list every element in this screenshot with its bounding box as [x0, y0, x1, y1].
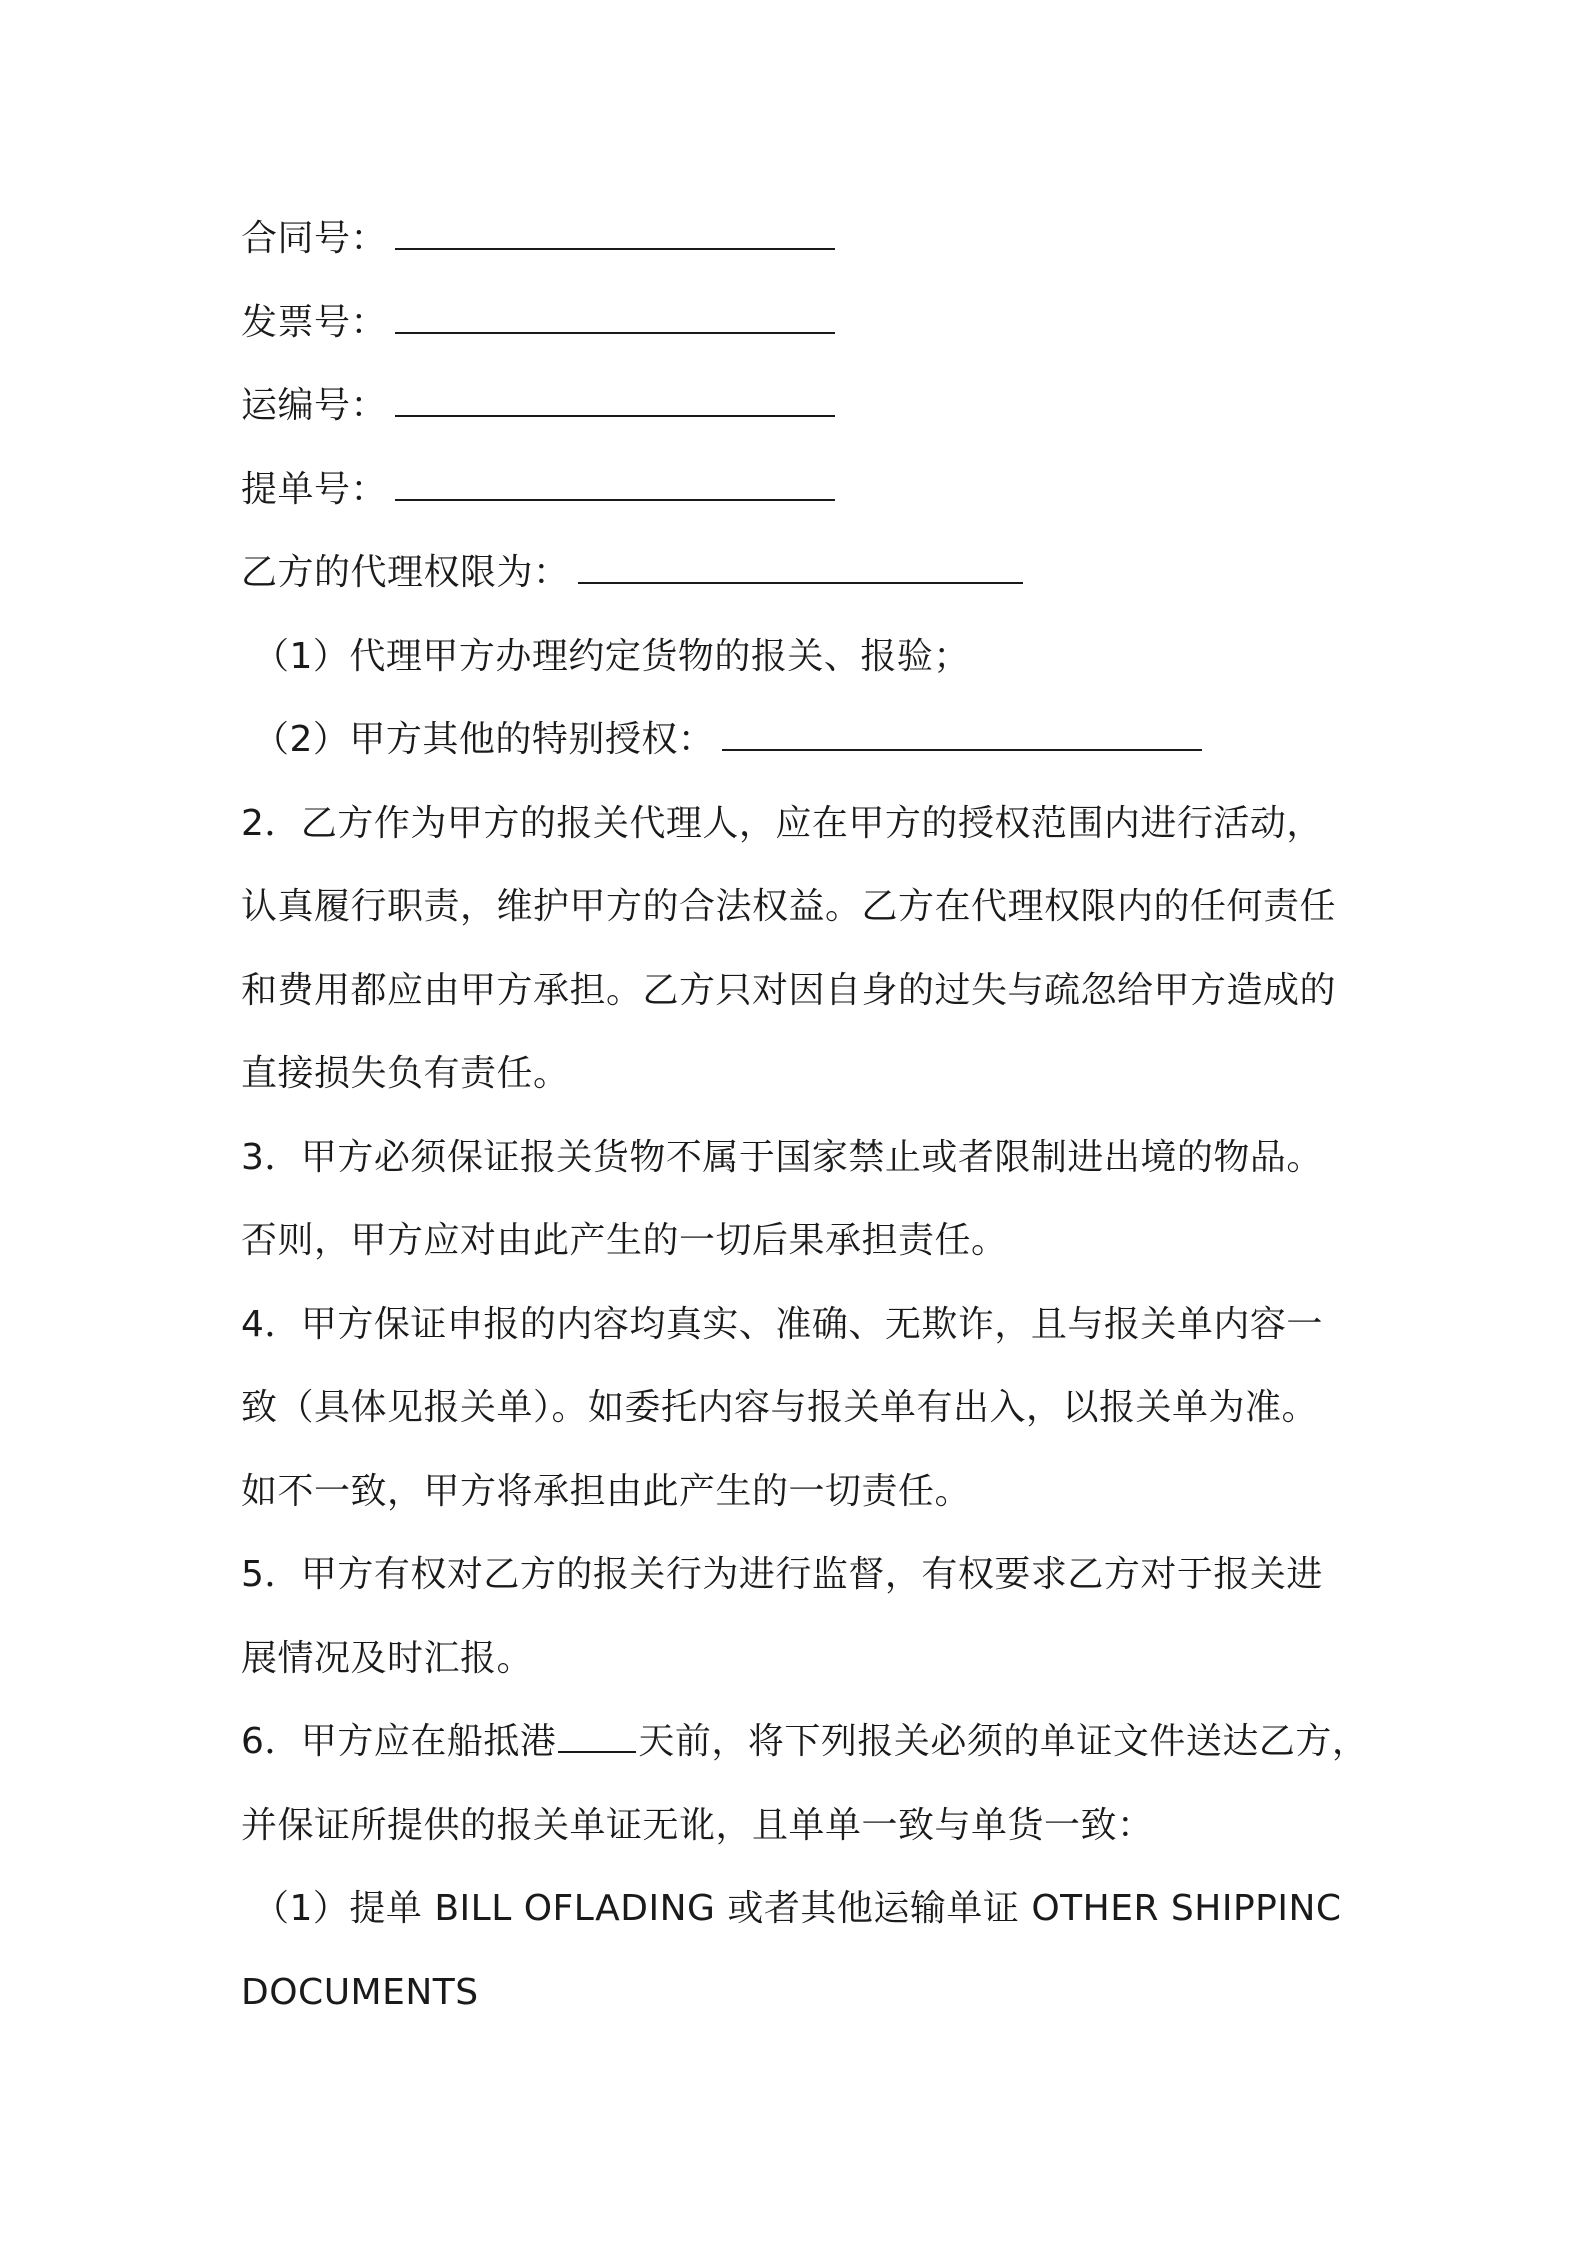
authority-item-1 — [241, 615, 1361, 699]
clause-6-text-1a: 6．甲方应在船抵港 — [241, 1721, 557, 1762]
bill-no-blank — [395, 469, 835, 501]
clause-4-text-3: 如不一致，甲方将承担由此产生的一切责任。 — [241, 1470, 972, 1512]
clause-3-line-2 — [241, 1199, 1361, 1283]
shipping-no-label: 运编号： — [241, 385, 388, 426]
clause-4-text-1: 4．甲方保证申报的内容均真实、准确、无欺诈，且与报关单内容一 — [241, 1303, 1323, 1345]
clause-4-line-2 — [241, 1366, 1361, 1450]
clause-6-item-1-cont — [241, 1951, 1361, 2035]
invoice-no-row — [241, 281, 1361, 365]
clause-6-item-1-cont-text: DOCUMENTS — [241, 1971, 479, 2013]
clause-2-text-4: 直接损失负有责任。 — [241, 1053, 570, 1094]
clause-6-text-2: 并保证所提供的报关单证无讹，且单单一致与单货一致： — [241, 1804, 1154, 1846]
clause-2-text-2: 认真履行职责，维护甲方的合法权益。乙方在代理权限内的任何责任 — [241, 886, 1337, 927]
bill-no-row — [241, 448, 1361, 532]
authority-item-2 — [241, 698, 1361, 782]
document-body — [241, 197, 1369, 2034]
clause-2-line-2 — [241, 865, 1361, 949]
clause-6-text-1b: 天前，将下列报关必须的单证文件送达乙方， — [638, 1721, 1369, 1762]
clause-6-line-2 — [241, 1784, 1361, 1868]
authority-item-2-text: （2）甲方其他的特别授权： — [253, 719, 715, 760]
clause-5-text-1: 5．甲方有权对乙方的报关行为进行监督，有权要求乙方对于报关进 — [241, 1554, 1323, 1595]
clause-5-text-2: 展情况及时汇报。 — [241, 1637, 534, 1679]
contract-no-row — [241, 197, 1361, 281]
contract-no-label: 合同号： — [241, 218, 388, 259]
clause-2-line-1 — [241, 782, 1361, 866]
authority-item-1-text: （1）代理甲方办理约定货物的报关、报验； — [253, 635, 970, 677]
clause-6-item-1-text: （1）提单 BILL OFLADING 或者其他运输单证 OTHER SHIPPINC — [253, 1888, 1342, 1929]
clause-2-line-4 — [241, 1032, 1361, 1116]
clause-3-text-2: 否则，甲方应对由此产生的一切后果承担责任。 — [241, 1220, 1008, 1261]
shipping-no-blank — [395, 385, 835, 417]
clause-3-line-1 — [241, 1116, 1361, 1200]
clause-5-line-2 — [241, 1617, 1361, 1701]
clause-2-text-3: 和费用都应由甲方承担。乙方只对因自身的过失与疏忽给甲方造成的 — [241, 969, 1337, 1011]
authority-item-2-blank — [722, 719, 1202, 751]
clause-6-item-1 — [241, 1867, 1361, 1951]
shipping-no-row — [241, 364, 1361, 448]
invoice-no-label: 发票号： — [241, 301, 388, 343]
clause-3-text-1: 3．甲方必须保证报关货物不属于国家禁止或者限制进出境的物品。 — [241, 1136, 1323, 1178]
contract-no-blank — [395, 218, 835, 250]
days-blank — [558, 1721, 636, 1753]
clause-4-line-3 — [241, 1450, 1361, 1534]
authority-blank — [578, 552, 1023, 584]
authority-label: 乙方的代理权限为： — [241, 552, 570, 593]
authority-row — [241, 531, 1361, 615]
bill-no-label: 提单号： — [241, 468, 388, 510]
clause-4-text-2: 致（具体见报关单）。如委托内容与报关单有出入，以报关单为准。 — [241, 1387, 1319, 1428]
clause-2-text-1: 2．乙方作为甲方的报关代理人，应在甲方的授权范围内进行活动， — [241, 802, 1323, 844]
clause-2-line-3 — [241, 949, 1361, 1033]
clause-4-line-1 — [241, 1283, 1361, 1367]
clause-6-line-1 — [241, 1700, 1369, 1784]
clause-5-line-1 — [241, 1533, 1361, 1617]
invoice-no-blank — [395, 302, 835, 334]
